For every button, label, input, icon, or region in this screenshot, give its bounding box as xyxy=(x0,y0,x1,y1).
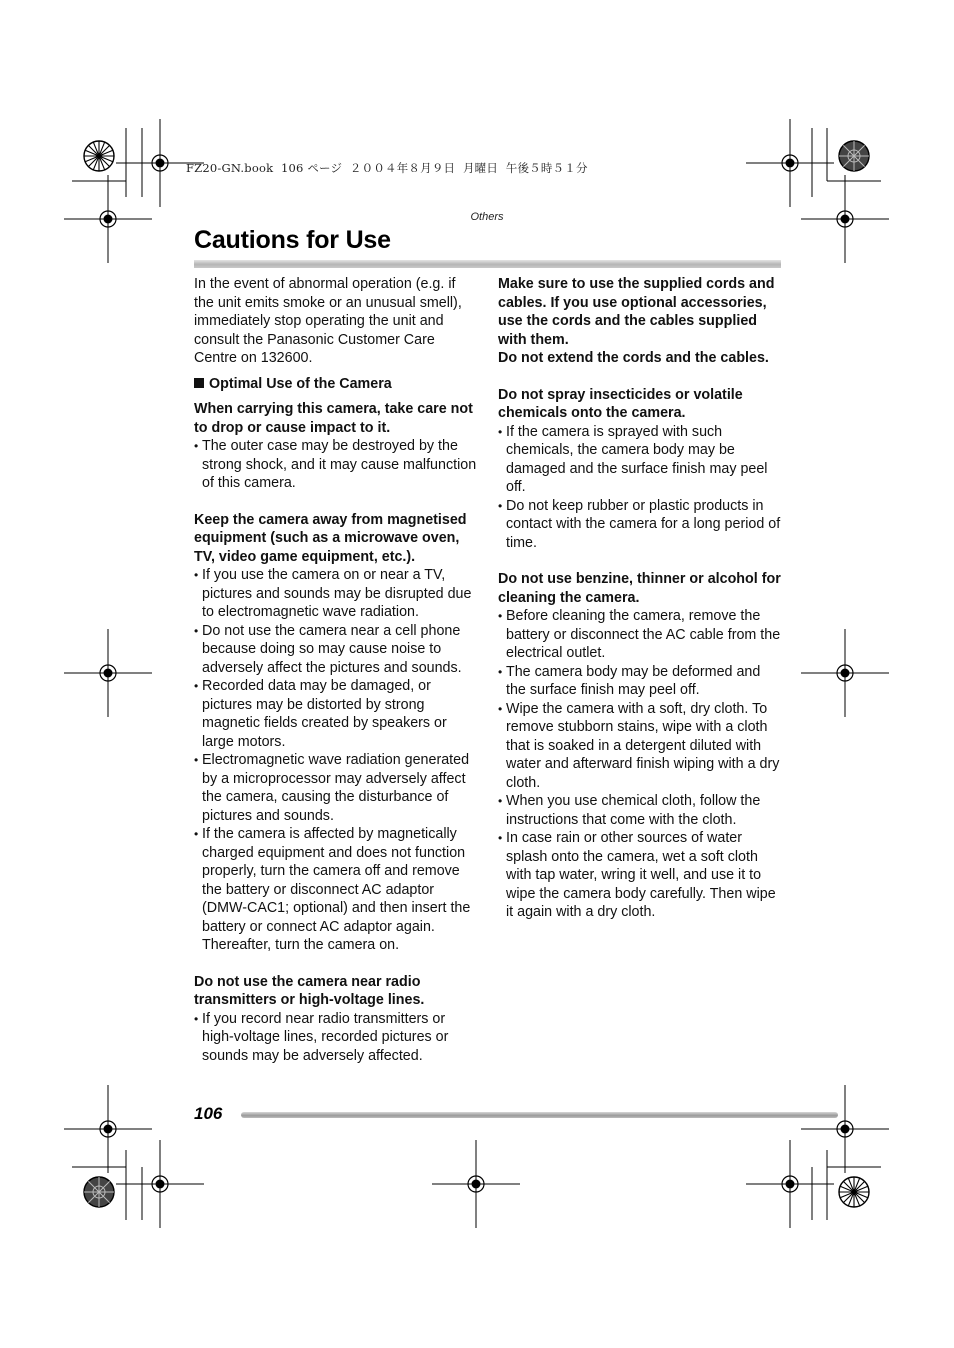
list-item: • Electromagnetic wave radiation generated by a microprocessor may adversely affect the camera, causing the disturbance of pictures and sounds. xyxy=(194,751,478,825)
list-item: • If you record near radio transmitters or high-voltage lines, recorded pictures or sounds may be adversely affected. xyxy=(194,1010,478,1066)
list-item: • The outer case may be destroyed by the strong shock, and it may cause malfunction of this camera. xyxy=(194,437,478,493)
title-underline-bar xyxy=(194,260,781,268)
optimal-use-heading xyxy=(194,375,478,394)
block-heading: Keep the camera away from magnetised equipment (such as a microwave oven, TV, video game equipment, etc.). xyxy=(194,511,467,565)
bullet-list xyxy=(498,607,782,922)
block-heading: Do not extend the cords and the cables. xyxy=(498,350,769,366)
page-number: 106 xyxy=(194,1104,223,1123)
section-label: Others xyxy=(470,211,504,223)
right-column xyxy=(498,275,782,922)
list-item: • When you use chemical cloth, follow the instructions that come with the cloth. xyxy=(498,792,782,829)
list-item: • If you use the camera on or near a TV, pictures and sounds may be disrupted due to electromagnetic wave radiation. xyxy=(194,566,478,622)
left-column xyxy=(194,275,478,1065)
bullet-list xyxy=(194,437,478,493)
page-title: Cautions for Use xyxy=(194,226,391,254)
list-item: • Before cleaning the camera, remove the battery or disconnect the AC cable from the electrical outlet. xyxy=(498,607,782,663)
list-item: • Recorded data may be damaged, or pictures may be distorted by strong magnetic fields created by speakers or large motors. xyxy=(194,677,478,751)
bullet-list xyxy=(194,566,478,955)
block-heading: Do not use benzine, thinner or alcohol for cleaning the camera. xyxy=(498,571,781,606)
intro-paragraph: In the event of abnormal operation (e.g. if the unit emits smoke or an unusual smell), immediately stop operating the unit and consult the Panasonic Customer Care Centre on 132600. xyxy=(194,276,462,366)
block-heading: Do not use the camera near radio transmitters or high-voltage lines. xyxy=(194,973,425,1008)
list-item: • If the camera is sprayed with such chemicals, the camera body may be damaged and the surface finish may peel off. xyxy=(498,423,782,497)
block-heading: When carrying this camera, take care not to drop or cause impact to it. xyxy=(194,401,473,436)
block-heading: Make sure to use the supplied cords and cables. If you use optional accessories, use the cords and the cables supplied with them. xyxy=(498,276,775,348)
list-item: • If the camera is affected by magnetically charged equipment and does not function properly, turn the camera off and remove the battery or disconnect AC adaptor (DMW-CAC1; optional) and then insert the battery or connect AC adaptor again. Thereafter, turn the camera on. xyxy=(194,825,478,955)
bullet-list xyxy=(498,423,782,553)
list-item: • The camera body may be deformed and the surface finish may peel off. xyxy=(498,663,782,700)
bullet-list xyxy=(194,1010,478,1066)
footer-bar xyxy=(241,1112,838,1118)
square-bullet-icon xyxy=(194,378,204,388)
block-heading: Do not spray insecticides or volatile chemicals onto the camera. xyxy=(498,386,743,421)
print-header: FZ20-GN.book 106 ページ ２００４年８月９日 月曜日 午後５時５１分 xyxy=(186,161,588,175)
optimal-use-heading-text: Optimal Use of the Camera xyxy=(209,375,392,392)
list-item: • Do not keep rubber or plastic products in contact with the camera for a long period of time. xyxy=(498,497,782,553)
list-item: • Wipe the camera with a soft, dry cloth. To remove stubborn stains, wipe with a cloth that is soaked in a detergent diluted with water and afterward finish wiping with a dry cloth. xyxy=(498,700,782,793)
list-item: • Do not use the camera near a cell phone because doing so may cause noise to adversely affect the pictures and sounds. xyxy=(194,622,478,678)
list-item: • In case rain or other sources of water splash onto the camera, wet a soft cloth with tap water, wring it well, and use it to wipe the camera body carefully. Then wipe it again with a dry cloth. xyxy=(498,829,782,922)
